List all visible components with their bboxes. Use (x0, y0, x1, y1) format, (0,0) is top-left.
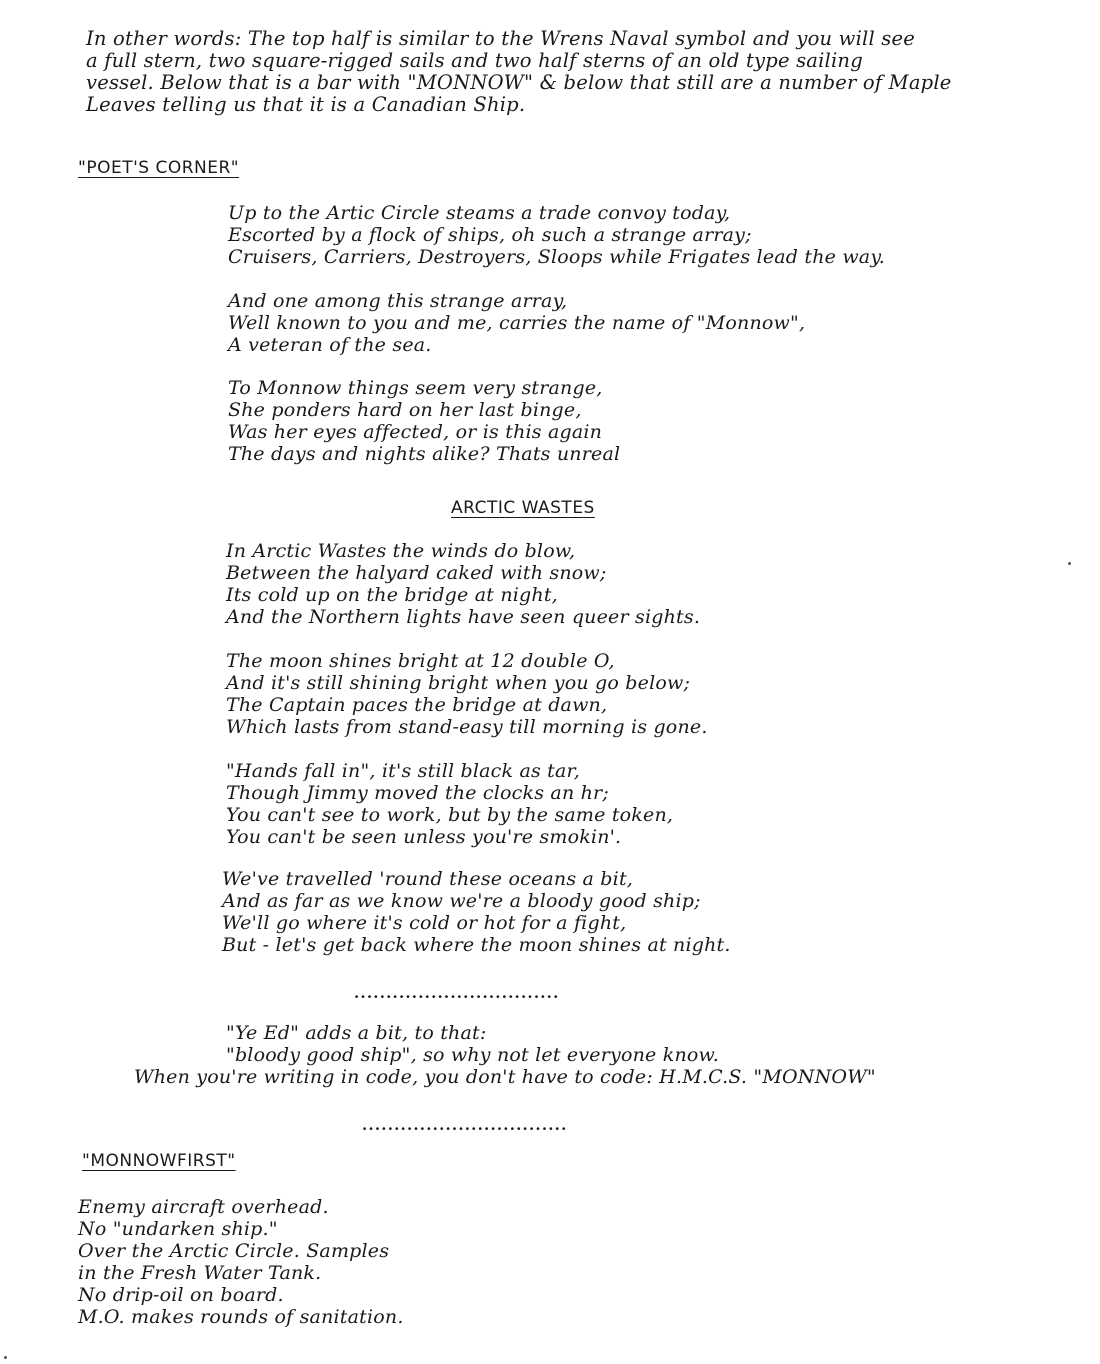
monnowfirst-heading: "MONNOWFIRST" (82, 1151, 236, 1171)
poem-line: Between the halyard caked with snow; (226, 562, 607, 584)
paper-speck (1068, 562, 1071, 565)
monnowfirst-line: No "undarken ship." (78, 1218, 278, 1240)
monnowfirst-line: M.O. makes rounds of sanitation. (78, 1306, 404, 1328)
poem-line: Which lasts from stand-easy till morning is gone. (226, 716, 708, 738)
monnowfirst-line: in the Fresh Water Tank. (78, 1262, 322, 1284)
monnowfirst-line: Enemy aircraft overhead. (78, 1196, 329, 1218)
poem-line: Its cold up on the bridge at night, (226, 584, 558, 606)
poem-line: In Arctic Wastes the winds do blow, (226, 540, 576, 562)
poem-line: A veteran of the sea. (228, 334, 432, 356)
poets-corner-heading: "POET'S CORNER" (78, 158, 240, 178)
poem-line: Well known to you and me, carries the name of "Monnow", (228, 312, 806, 334)
intro-line: In other words: The top half is similar to the Wrens Naval symbol and you will see (86, 27, 915, 50)
intro-line: Leaves telling us that it is a Canadian Ship. (86, 93, 526, 116)
editor-note-line: When you're writing in code, you don't have to code: H.M.C.S. "MONNOW" (134, 1066, 876, 1088)
poem-line: The Captain paces the bridge at dawn, (226, 694, 608, 716)
poem-line: Cruisers, Carriers, Destroyers, Sloops while Frigates lead the way. (228, 246, 885, 268)
monnowfirst-line: No drip-oil on board. (78, 1284, 284, 1306)
poem-line: And it's still shining bright when you go below; (226, 672, 691, 694)
poem-line: Though Jimmy moved the clocks an hr; (226, 782, 609, 804)
poem-line: You can't be seen unless you're smokin'. (226, 826, 622, 848)
dotted-divider: ................................ (354, 984, 560, 1002)
arctic-wastes-heading: ARCTIC WASTES (451, 498, 595, 518)
poem-line: We've travelled 'round these oceans a bit, (222, 868, 634, 890)
intro-line: vessel. Below that is a bar with "MONNOW" & below that still are a number of Maple (86, 71, 952, 94)
poem-line: But - let's get back where the moon shines at night. (222, 934, 731, 956)
poem-line: And as far as we know we're a bloody good ship; (222, 890, 701, 912)
dotted-divider: ................................ (362, 1116, 568, 1134)
paper-speck (4, 1356, 7, 1359)
poem-line: She ponders hard on her last binge, (228, 399, 582, 421)
poem-line: "Hands fall in", it's still black as tar, (226, 760, 580, 782)
monnowfirst-line: Over the Arctic Circle. Samples (78, 1240, 390, 1262)
editor-note-line: "bloody good ship", so why not let everyone know. (226, 1044, 719, 1066)
editor-note-line: "Ye Ed" adds a bit, to that: (226, 1022, 487, 1044)
poem-line: And the Northern lights have seen queer sights. (226, 606, 701, 628)
poem-line: The days and nights alike? Thats unreal (228, 443, 621, 465)
poem-line: The moon shines bright at 12 double O, (226, 650, 615, 672)
intro-line: a full stern, two square-rigged sails and two half sterns of an old type sailing (86, 49, 863, 72)
poem-line: And one among this strange array, (228, 290, 568, 312)
poem-line: Escorted by a flock of ships, oh such a strange array; (228, 224, 752, 246)
poem-line: To Monnow things seem very strange, (228, 377, 603, 399)
poem-line: You can't see to work, but by the same token, (226, 804, 674, 826)
poem-line: Was her eyes affected, or is this again (228, 421, 603, 443)
poem-line: Up to the Artic Circle steams a trade convoy today, (228, 202, 731, 224)
poem-line: We'll go where it's cold or hot for a fight, (222, 912, 627, 934)
